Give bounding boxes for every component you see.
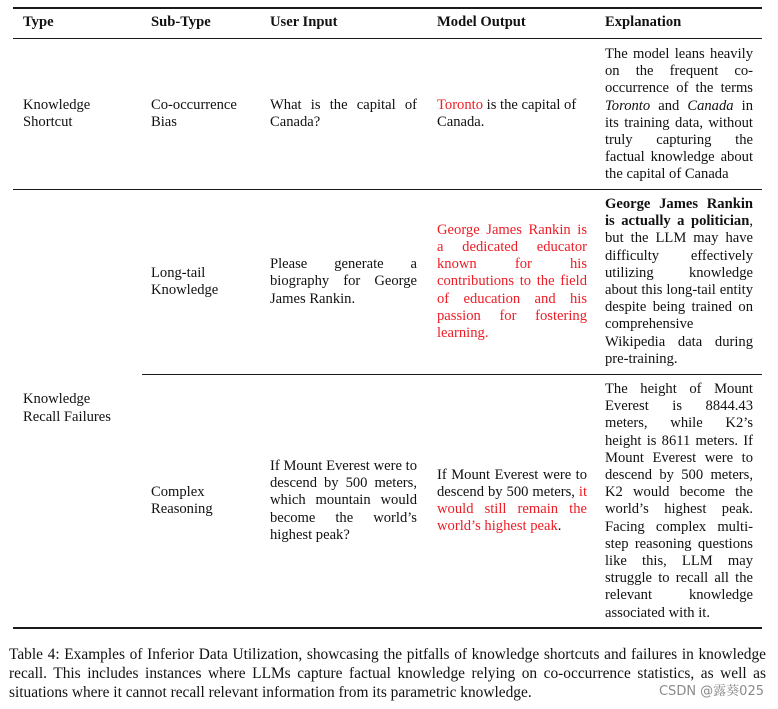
cell-explanation: The height of Mount Everest is 8844.43 meters, while K2’s height is 8611 meters. If Mount Everest were to descend by 500 meters, K2 would become the world’s highest peak. Facing complex multi-step reasoning questions like this, LLM may struggle to recall all the relevant knowledge associated with it.	[605, 381, 753, 621]
model-output-text: If Mount Everest were to descend by 500 meters,	[437, 466, 587, 500]
explanation-italic: Canada	[687, 97, 734, 114]
table-row-cell	[151, 190, 261, 374]
table-top-rule	[13, 7, 762, 9]
cell-explanation	[605, 46, 753, 184]
cell-sub-type: Long-tail Knowledge	[151, 264, 219, 298]
hallucinated-text: it would still remain the world’s highest peak	[437, 483, 587, 535]
watermark: CSDN @露葵025	[658, 684, 764, 699]
hallucinated-text: Toronto	[437, 96, 483, 113]
header-sub-type: Sub-Type	[151, 14, 211, 30]
table-row	[23, 39, 138, 189]
table-row	[23, 190, 138, 627]
table-row-cell	[437, 375, 587, 627]
cell-type: Knowledge Shortcut	[23, 96, 91, 130]
explanation-text: and	[650, 97, 688, 114]
cell-model-output	[437, 97, 587, 131]
table-row-cell	[270, 39, 417, 189]
explanation-text: The model leans heavily on the frequent co-occurrence of the terms	[605, 46, 753, 97]
cell-user-input: What is the capital of Canada?	[270, 96, 417, 130]
explanation-text: , but the LLM may have difficulty effectively utilizing knowledge about this long-tail entity despite being trained on comprehensive Wikipedia data during pre-training.	[605, 213, 753, 367]
explanation-text: in its training data, without truly capturing the factual knowledge about the capital of Canada	[605, 97, 753, 183]
table-bottom-rule	[13, 627, 762, 629]
table-row-cell	[270, 375, 417, 627]
cell-sub-type: Complex Reasoning	[151, 483, 213, 517]
table-row-cell	[437, 190, 587, 374]
table-row-cell	[151, 39, 261, 189]
cell-model-output: George James Rankin is a dedicated educator known for his contributions to the field of education and his passion for fostering learning.	[437, 221, 587, 341]
table-caption: Table 4: Examples of Inferior Data Utilization, showcasing the pitfalls of knowledge shortcuts and failures in knowledge recall. This includes instances where LLMs capture factual knowledge relying on co-occurrence statistics, as well as situations where it cannot recall relevant information from its parametric knowledge.	[9, 646, 766, 701]
cell-user-input: If Mount Everest were to descend by 500 meters, which mountain would become the world’s highest peak?	[270, 457, 417, 543]
table-row-cell	[437, 39, 587, 189]
header-type: Type	[23, 14, 54, 30]
cell-model-output	[437, 467, 587, 536]
header-explanation: Explanation	[605, 14, 682, 30]
cell-sub-type: Co-occurrence Bias	[151, 96, 237, 130]
table-row-cell	[270, 190, 417, 374]
cell-user-input: Please generate a biography for George James Rankin.	[270, 256, 417, 307]
table-row-cell	[151, 375, 261, 627]
cell-explanation	[605, 196, 753, 368]
explanation-bold: George James Rankin is actually a politician	[605, 196, 753, 230]
cell-type: Knowledge Recall Failures	[23, 391, 111, 425]
explanation-italic: Toronto	[605, 97, 651, 114]
header-model-output: Model Output	[437, 14, 526, 30]
header-user-input: User Input	[270, 14, 338, 30]
model-output-text: is the capital of Canada.	[437, 96, 577, 130]
model-output-text: .	[557, 518, 562, 535]
